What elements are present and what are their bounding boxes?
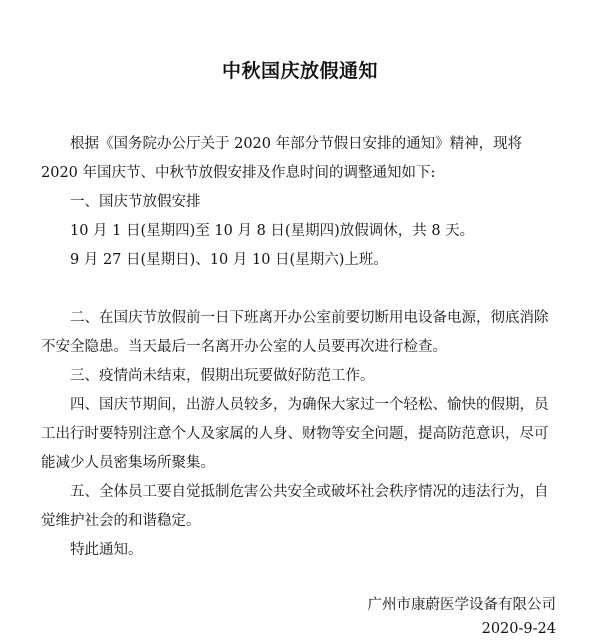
section-5-paragraph: 五、全体员工要自觉抵制危害公共安全或破坏社会秩序情况的违法行为，自觉维护社会的和谐稳定。 xyxy=(41,484,549,529)
section-4-paragraph: 四、国庆节期间，出游人员较多，为确保大家过一个轻松、愉快的假期，员工出行时要特别注意个人及家属的人身、财物等安全问题，提高防范意识，尽可能减少人员密集场所聚集。 xyxy=(41,397,549,471)
section-1-heading: 一、国庆节放假安排 xyxy=(70,194,201,210)
company-name: 广州市康蔚医学设备有限公司 xyxy=(367,597,556,613)
section-1-workdays: 9 月 27 日(星期日)、10 月 10 日(星期六)上班。 xyxy=(70,252,388,268)
notice-date: 2020-9-24 xyxy=(481,621,556,637)
notice-title: 中秋国庆放假通知 xyxy=(221,60,378,82)
intro-paragraph: 根据《国务院办公厅关于 2020 年部分节假日安排的通知》精神，现将 2020 年国庆节、中秋节放假安排及作息时间的调整通知如下: xyxy=(41,136,523,181)
section-1-holiday-dates: 10 月 1 日(星期四)至 10 月 8 日(星期四)放假调休，共 8 天。 xyxy=(70,223,475,239)
closing-text: 特此通知。 xyxy=(70,542,143,558)
section-3-paragraph: 三、疫情尚未结束，假期出玩要做好防范工作。 xyxy=(70,368,375,384)
section-2-paragraph: 二、在国庆节放假前一日下班离开办公室前要切断用电设备电源，彻底消除不安全隐患。当天最后一名离开办公室的人员要再次进行检查。 xyxy=(41,310,549,355)
